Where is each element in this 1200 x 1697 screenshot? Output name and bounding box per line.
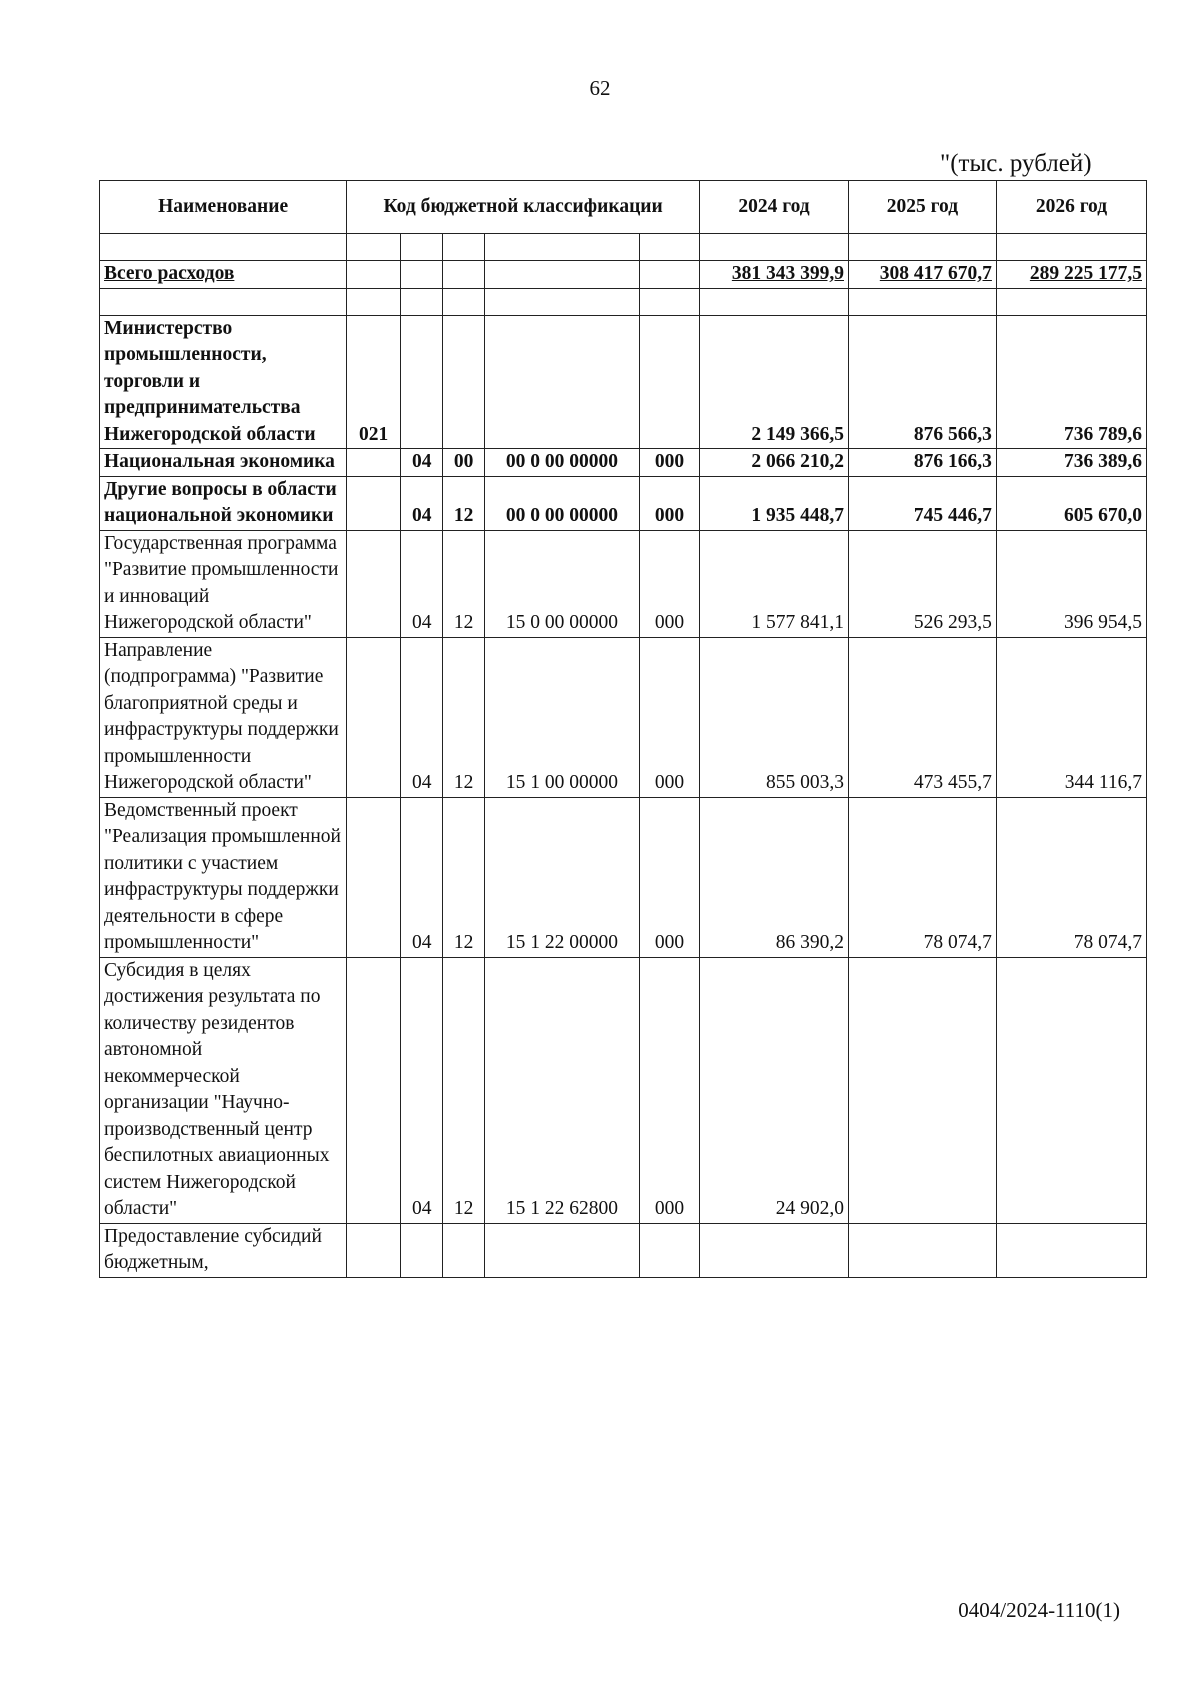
row-name: Министерство промышленности, торговли и предпринимательства Нижегородской области — [100, 315, 347, 449]
amount-2026: 396 954,5 — [996, 530, 1146, 637]
document-code: 0404/2024-1110(1) — [958, 1598, 1120, 1622]
amount-2025 — [848, 957, 996, 1223]
total-2026: 289 225 177,5 — [996, 261, 1146, 289]
target-code: 15 1 00 00000 — [484, 637, 639, 797]
subsection-code: 12 — [443, 797, 484, 957]
amount-2026: 78 074,7 — [996, 797, 1146, 957]
expense-type-code: 000 — [639, 797, 699, 957]
subsection-code: 12 — [443, 637, 484, 797]
amount-2025: 78 074,7 — [848, 797, 996, 957]
ministry-code: 021 — [347, 315, 401, 449]
units-note: "(тыс. рублей) — [940, 150, 1092, 177]
subsection-code: 00 — [443, 449, 484, 477]
expense-type-code: 000 — [639, 637, 699, 797]
table-row — [100, 797, 1147, 957]
target-code: 00 0 00 00000 — [484, 476, 639, 530]
amount-2025: 473 455,7 — [848, 637, 996, 797]
section-code: 04 — [401, 476, 443, 530]
section-code: 04 — [401, 530, 443, 637]
target-code — [484, 1223, 639, 1277]
total-label: Всего расходов — [100, 261, 347, 289]
amount-2026: 605 670,0 — [996, 476, 1146, 530]
amount-2024: 1 577 841,1 — [700, 530, 849, 637]
amount-2025: 876 166,3 — [848, 449, 996, 477]
section-code — [401, 1223, 443, 1277]
row-name: Направление (подпрограмма) "Развитие благоприятной среды и инфраструктуры поддержки промышленности Нижегородской области" — [100, 637, 347, 797]
target-code: 15 1 22 00000 — [484, 797, 639, 957]
subsection-code — [443, 1223, 484, 1277]
amount-2025: 876 566,3 — [848, 315, 996, 449]
row-name: Государственная программа "Развитие промышленности и инноваций Нижегородской области" — [100, 530, 347, 637]
amount-2025 — [848, 1223, 996, 1277]
subsection-code: 12 — [443, 530, 484, 637]
header-row — [100, 181, 1147, 234]
amount-2024: 2 149 366,5 — [700, 315, 849, 449]
header-2024: 2024 год — [700, 181, 849, 234]
amount-2026: 736 789,6 — [996, 315, 1146, 449]
table-row — [100, 449, 1147, 477]
ministry-code — [347, 1223, 401, 1277]
expense-type-code: 000 — [639, 449, 699, 477]
amount-2025: 526 293,5 — [848, 530, 996, 637]
expense-type-code: 000 — [639, 530, 699, 637]
subsection-code — [443, 315, 484, 449]
amount-2024: 2 066 210,2 — [700, 449, 849, 477]
header-name: Наименование — [100, 181, 347, 234]
spacer-row — [100, 288, 1147, 315]
expense-type-code: 000 — [639, 957, 699, 1223]
page-number: 62 — [589, 76, 611, 100]
expense-type-code: 000 — [639, 476, 699, 530]
ministry-code — [347, 797, 401, 957]
row-name: Субсидия в целях достижения результата по количеству резидентов автономной некоммерческой организации "Научно-производственный центр беспилотных авиационных систем Нижегородской области" — [100, 957, 347, 1223]
amount-2024: 24 902,0 — [700, 957, 849, 1223]
row-name: Другие вопросы в области национальной экономики — [100, 476, 347, 530]
section-code: 04 — [401, 957, 443, 1223]
table-row — [100, 315, 1147, 449]
ministry-code — [347, 476, 401, 530]
table-row — [100, 1223, 1147, 1277]
target-code — [484, 315, 639, 449]
amount-2026 — [996, 1223, 1146, 1277]
total-2025: 308 417 670,7 — [848, 261, 996, 289]
table-row — [100, 530, 1147, 637]
header-2025: 2025 год — [848, 181, 996, 234]
ministry-code — [347, 530, 401, 637]
budget-table — [99, 180, 1147, 1278]
amount-2025: 745 446,7 — [848, 476, 996, 530]
header-code: Код бюджетной классификации — [347, 181, 700, 234]
target-code: 15 1 22 62800 — [484, 957, 639, 1223]
table-row — [100, 637, 1147, 797]
section-code: 04 — [401, 797, 443, 957]
amount-2024: 86 390,2 — [700, 797, 849, 957]
total-row — [100, 261, 1147, 289]
amount-2024 — [700, 1223, 849, 1277]
row-name: Предоставление субсидий бюджетным, — [100, 1223, 347, 1277]
amount-2024: 855 003,3 — [700, 637, 849, 797]
target-code: 15 0 00 00000 — [484, 530, 639, 637]
amount-2026: 736 389,6 — [996, 449, 1146, 477]
ministry-code — [347, 957, 401, 1223]
section-code: 04 — [401, 449, 443, 477]
target-code: 00 0 00 00000 — [484, 449, 639, 477]
subsection-code: 12 — [443, 476, 484, 530]
spacer-row — [100, 234, 1147, 261]
row-name: Ведомственный проект "Реализация промышленной политики с участием инфраструктуры поддержки деятельности в сфере промышленности" — [100, 797, 347, 957]
subsection-code: 12 — [443, 957, 484, 1223]
section-code: 04 — [401, 637, 443, 797]
ministry-code — [347, 637, 401, 797]
row-name: Национальная экономика — [100, 449, 347, 477]
section-code — [401, 315, 443, 449]
total-2024: 381 343 399,9 — [700, 261, 849, 289]
expense-type-code — [639, 1223, 699, 1277]
amount-2026 — [996, 957, 1146, 1223]
ministry-code — [347, 449, 401, 477]
expense-type-code — [639, 315, 699, 449]
amount-2026: 344 116,7 — [996, 637, 1146, 797]
amount-2024: 1 935 448,7 — [700, 476, 849, 530]
table-row — [100, 957, 1147, 1223]
table-row — [100, 476, 1147, 530]
header-2026: 2026 год — [996, 181, 1146, 234]
